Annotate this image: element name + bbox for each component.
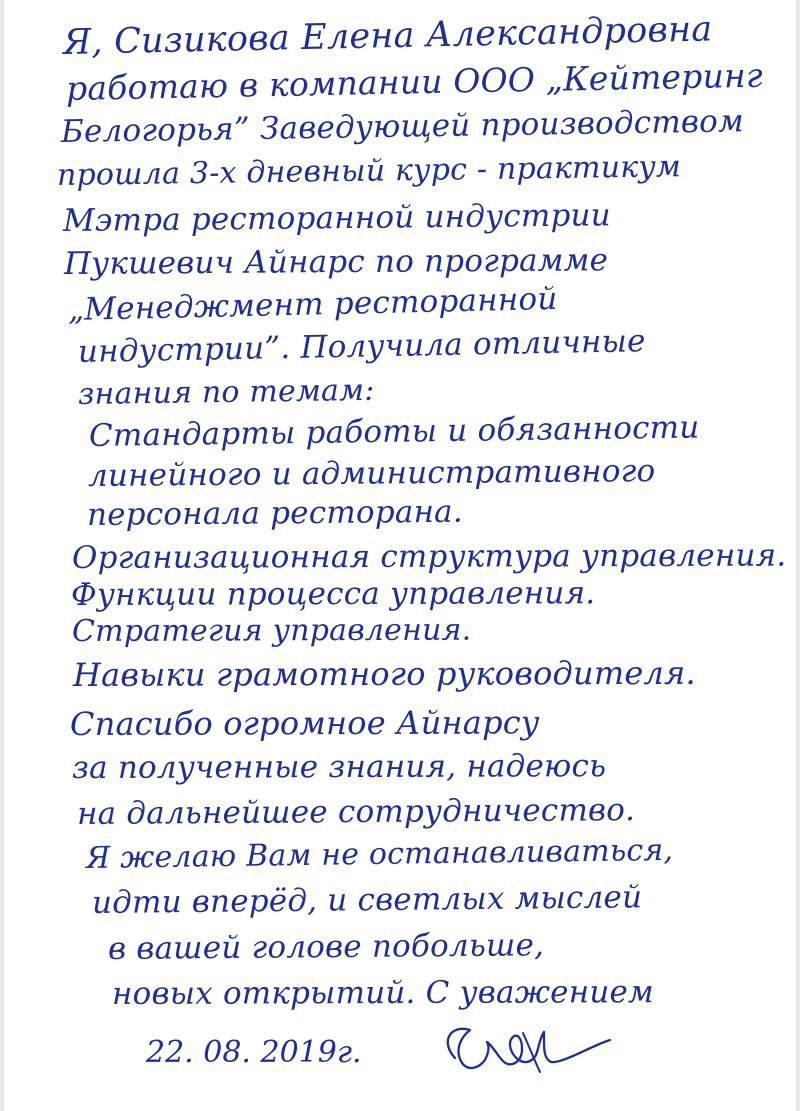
line-4: прошла 3-х дневный курс - практикум bbox=[56, 149, 682, 193]
line-22: в вашей голове побольше, bbox=[107, 927, 545, 967]
line-12: персонала ресторана. bbox=[86, 493, 463, 533]
line-10: Стандарты работы и обязанности bbox=[88, 409, 700, 454]
line-13: Организационная структура управления. bbox=[71, 537, 787, 576]
line-20: Я желаю Вам не останавливаться, bbox=[85, 832, 674, 876]
line-21: идти вперёд, и светлых мыслей bbox=[91, 879, 643, 921]
handwritten-signature bbox=[430, 1014, 620, 1084]
line-1: Я, Сизикова Елена Александровна bbox=[62, 9, 713, 63]
line-18: за полученные знания, надеюсь bbox=[71, 748, 607, 786]
line-7: „Менеджмент ресторанной bbox=[67, 280, 558, 328]
signature-image bbox=[430, 1014, 620, 1084]
line-19: на дальнейшее сотрудничество. bbox=[76, 792, 636, 832]
line-6: Пукшевич Айнарс по программе bbox=[63, 242, 609, 282]
line-2: работаю в компании ООО „Кейтеринг bbox=[65, 55, 764, 108]
line-14: Функции процесса управления. bbox=[70, 575, 596, 613]
line-15: Стратегия управления. bbox=[71, 612, 472, 649]
line-5: Мэтра ресторанной индустрии bbox=[62, 197, 612, 239]
line-17: Спасибо огромное Айнарсу bbox=[69, 703, 540, 743]
line-11: линейного и административного bbox=[87, 453, 656, 494]
line-9: знания по темам: bbox=[77, 372, 375, 412]
letter-date: 22. 08. 2019г. bbox=[146, 1035, 362, 1070]
line-23: новых открытий. С уважением bbox=[111, 974, 654, 1012]
line-8: индустрии”. Получила отличные bbox=[77, 323, 646, 370]
line-16: Навыки грамотного руководителя. bbox=[72, 653, 696, 694]
line-3: Белогорья” Заведующей производством bbox=[60, 103, 745, 150]
